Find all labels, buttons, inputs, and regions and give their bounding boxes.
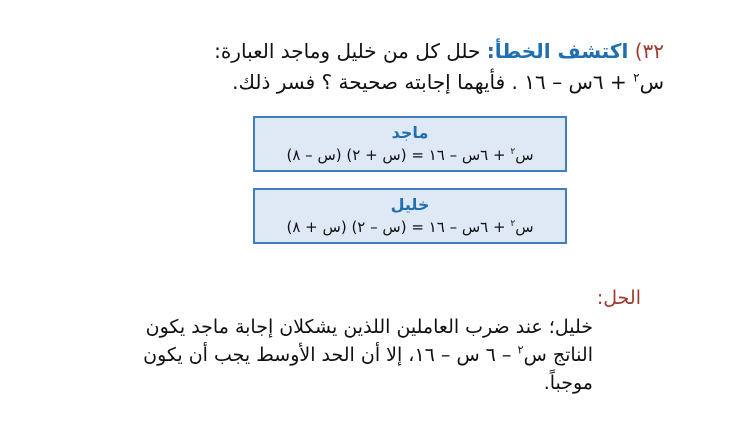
problem-statement xyxy=(104,36,664,98)
expr-exponent: ٢ xyxy=(633,70,640,85)
problem-number: ٣٢) xyxy=(634,39,664,63)
khalil-name: خليل xyxy=(390,195,430,214)
khalil-rest: + ٦س – ١٦ = (س – ٢) (س + ٨) xyxy=(286,218,506,236)
expr-variable: س xyxy=(639,70,664,94)
solution-text-b: – ٦ س – ١٦، إلا أن الحد الأوسط يجب أن يكون موجباً. xyxy=(143,344,593,394)
khalil-exp: ٢ xyxy=(510,219,516,229)
expr-rest: + ٦س – ١٦ . فأيهما إجابته صحيحة ؟ فسر ذلك. xyxy=(232,70,627,94)
problem-text-line1: حلل كل من خليل وماجد العبارة: xyxy=(214,39,481,63)
majed-exp: ٢ xyxy=(510,147,516,157)
majed-rest: + ٦س – ١٦ = (س + ٢) (س – ٨) xyxy=(286,146,506,164)
khalil-answer-box xyxy=(253,188,567,244)
khalil-equation xyxy=(255,216,565,238)
majed-answer-box xyxy=(253,116,567,172)
problem-expression xyxy=(232,70,664,94)
majed-name: ماجد xyxy=(391,123,429,142)
problem-heading: اكتشف الخطأ: xyxy=(486,39,629,63)
solution-exponent: ٢ xyxy=(517,342,524,357)
solution-text-a: خليل؛ عند ضرب العاملين اللذين يشكلان إجابة ماجد يكون الناتج س xyxy=(145,316,593,366)
majed-equation xyxy=(255,144,565,166)
solution-text xyxy=(123,313,593,397)
khalil-lhs: س xyxy=(515,218,534,236)
majed-lhs: س xyxy=(515,146,534,164)
solution-label: الحل: xyxy=(596,287,641,309)
